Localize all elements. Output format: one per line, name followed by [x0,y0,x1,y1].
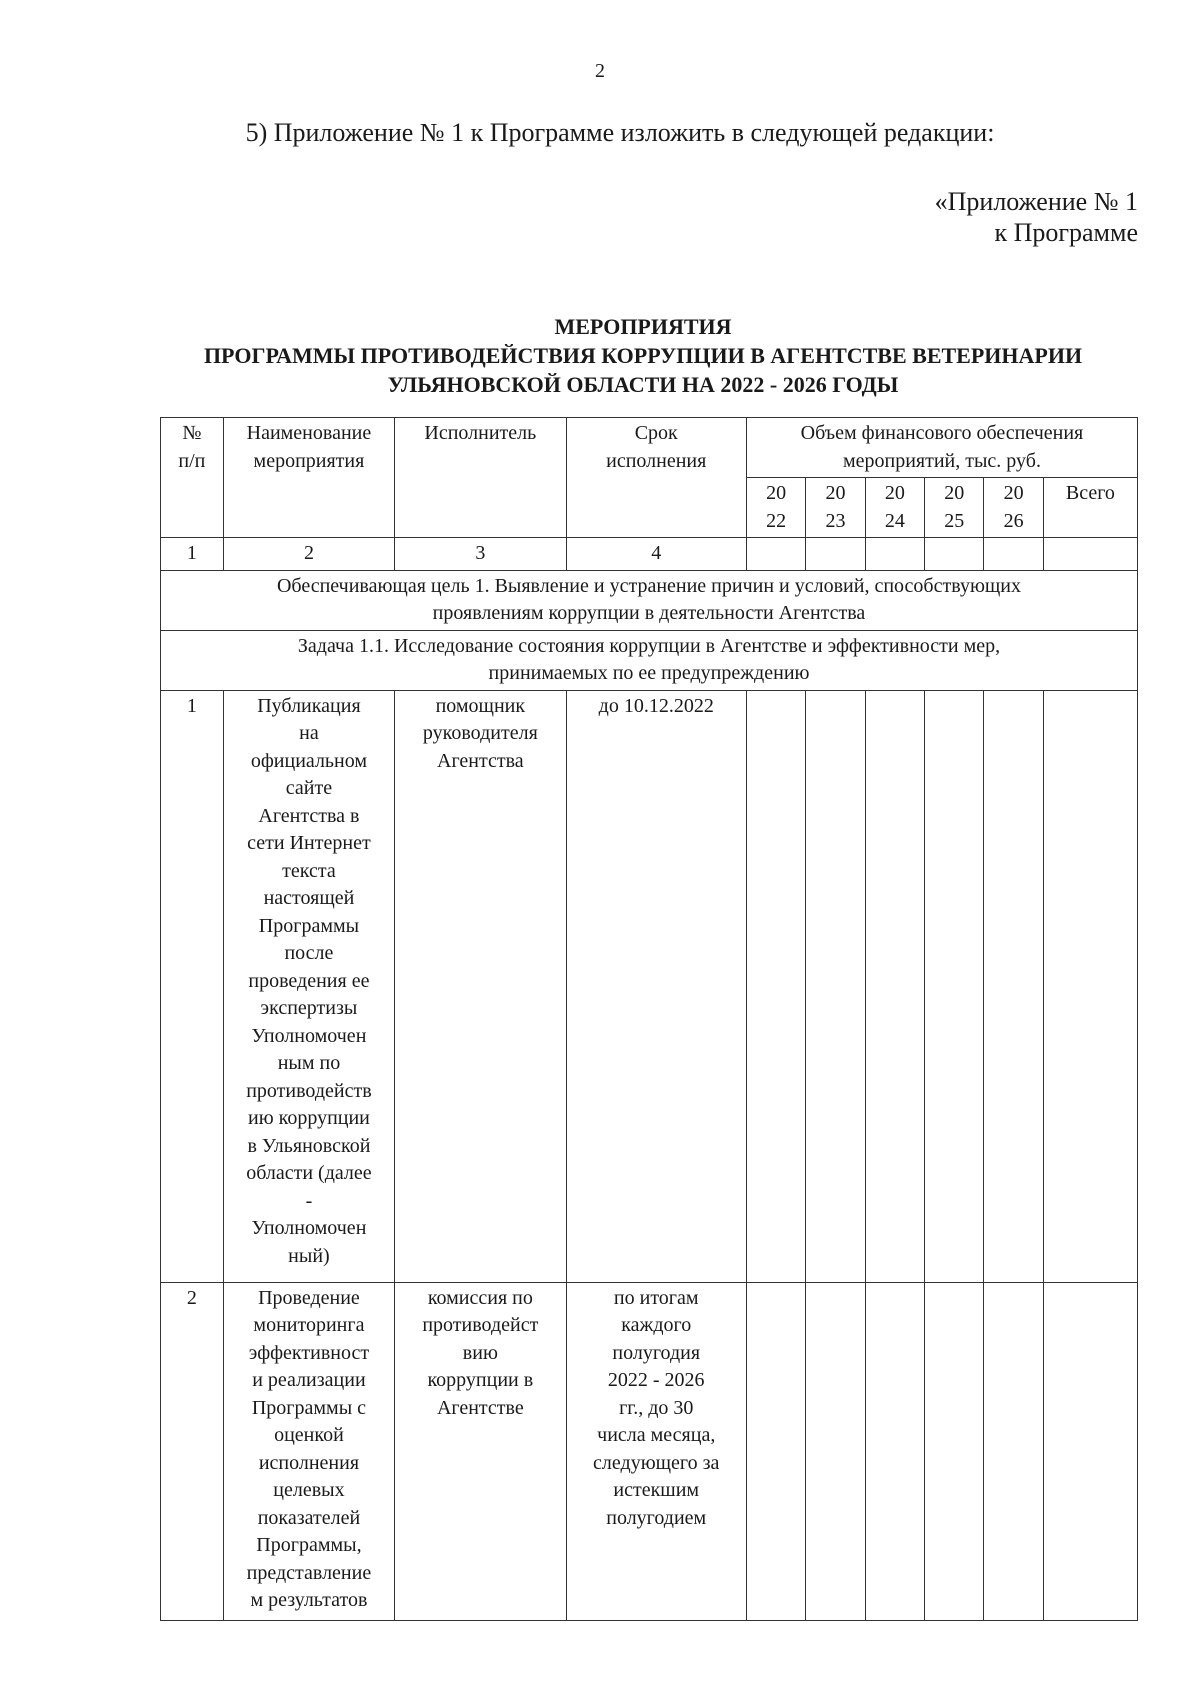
line: - [305,1189,313,1212]
goal-row [161,570,1138,630]
header-text: Исполнитель [424,422,537,444]
empty-cell [984,1282,1043,1620]
line: полугодием [606,1506,707,1529]
line: противодейст [422,1314,539,1336]
measures-table [160,417,1138,1621]
empty-cell [925,538,984,571]
line: настоящей [263,887,355,909]
header-year [925,478,984,538]
line: Агентства [437,749,524,772]
header-text: Объем финансового обеспечения [800,422,1084,444]
empty-cell [925,690,984,1282]
empty-cell [746,1282,805,1620]
line: мониторинга [253,1314,365,1336]
line: истекшим [613,1479,700,1501]
year-part: 22 [766,509,787,532]
task-text: принимаемых по ее предупреждению [488,662,810,684]
header-total: Всего [1043,478,1137,538]
goal-text: Обеспечивающая цель 1. Выявление и устранение причин и условий, способствующих [276,574,1022,597]
line: Проведение [258,1286,360,1309]
header-text: Наименование [246,422,372,444]
line: полугодия [612,1341,701,1364]
line: Уполномочен [251,1217,367,1239]
line: по итогам [613,1286,699,1309]
line: противодейств [246,1079,372,1102]
header-deadline [566,418,746,538]
empty-cell [806,690,865,1282]
column-number: 3 [395,538,566,571]
line: Агентства в [258,804,360,827]
year-part: 20 [884,482,905,504]
empty-cell [746,538,805,571]
heading-line: МЕРОПРИЯТИЯ [554,314,732,339]
header-text: п/п [178,449,206,472]
empty-cell [865,538,924,571]
line: в Ульяновской [247,1134,371,1157]
line: проведения ее [248,969,370,992]
line: официальном [250,749,368,772]
column-number: 1 [161,538,224,571]
line: эффективност [248,1341,370,1364]
task-row [161,630,1138,690]
line: ный) [288,1244,330,1267]
line: числа месяца, [597,1424,716,1446]
empty-cell [806,538,865,571]
row-deadline [566,1282,746,1620]
line: текста [282,859,336,882]
line: Программы с [251,1396,367,1419]
empty-cell [1043,690,1137,1282]
year-part: 24 [884,509,905,532]
appendix-line: к Программе [994,218,1138,247]
heading-line: УЛЬЯНОВСКОЙ ОБЛАСТИ НА 2022 - 2026 ГОДЫ [387,372,899,397]
year-part: 20 [1003,482,1024,504]
empty-cell [1043,538,1137,571]
year-part: 26 [1003,509,1024,532]
appendix-line: «Приложение № 1 [934,187,1138,216]
empty-cell [865,690,924,1282]
task-text: Задача 1.1. Исследование состояния коррупции в Агентстве и эффективности мер, [297,634,1001,657]
header-funding [746,418,1137,478]
header-year [806,478,865,538]
header-year [746,478,805,538]
header-text: Срок [634,422,678,444]
empty-cell [746,690,805,1282]
header-num [161,418,224,538]
row-name [223,690,394,1282]
document-heading [150,312,1136,399]
line: руководителя [422,722,538,744]
empty-cell [984,538,1043,571]
line: показателей [257,1506,361,1529]
line: до 10.12.2022 [598,694,714,717]
empty-cell [984,690,1043,1282]
column-number: 2 [223,538,394,571]
line: целевых [273,1479,345,1501]
line: 2022 - 2026 [607,1369,705,1391]
line: после [284,942,334,964]
line: на [299,722,319,744]
year-part: 25 [944,509,965,532]
line: представление [246,1561,372,1584]
line: ию коррупции [247,1107,370,1129]
line: экспертизы [260,997,358,1019]
row-num: 1 [161,690,224,1282]
line: вию [462,1341,498,1364]
empty-cell [1043,1282,1137,1620]
year-part: 20 [766,482,787,504]
line: каждого [621,1314,692,1336]
empty-cell [806,1282,865,1620]
header-text: № [182,422,202,444]
empty-cell [865,1282,924,1620]
line: гг., до 30 [619,1396,694,1419]
line: ным по [277,1052,341,1074]
header-name [223,418,394,538]
line: Публикация [257,694,361,717]
line: помощник [435,694,526,717]
line: сети Интернет [247,832,371,854]
line: следующего за [593,1451,720,1474]
line: Программы, [256,1534,362,1556]
line: комиссия по [427,1286,533,1309]
header-executor [395,418,566,538]
line: исполнения [258,1451,360,1474]
header-text: исполнения [606,449,707,472]
year-part: 23 [825,509,846,532]
line: и реализации [252,1369,366,1391]
header-text: мероприятий, тыс. руб. [842,449,1041,472]
line: коррупции в [427,1369,534,1391]
line: оценкой [274,1424,344,1446]
line: области (далее [246,1162,372,1184]
row-num: 2 [161,1282,224,1620]
page-number: 2 [595,60,605,82]
row-executor [395,1282,566,1620]
year-part: 20 [944,482,965,504]
intro-paragraph: 5) Приложение № 1 к Программе изложить в следующей редакции: [245,118,995,147]
header-year [984,478,1043,538]
row-deadline [566,690,746,1282]
line: Программы [258,914,360,937]
row-name [223,1282,394,1620]
line: м результатов [250,1589,368,1611]
appendix-reference [935,186,1138,248]
column-number: 4 [566,538,746,571]
line: Уполномочен [251,1024,367,1047]
row-executor [395,690,566,1282]
year-part: 20 [825,482,846,504]
empty-cell [925,1282,984,1620]
line: сайте [285,777,333,799]
header-text: мероприятия [253,449,365,472]
line: Агентстве [436,1396,524,1419]
header-year [865,478,924,538]
goal-text: проявлениям коррупции в деятельности Агентства [432,602,866,624]
heading-line: ПРОГРАММЫ ПРОТИВОДЕЙСТВИЯ КОРРУПЦИИ В АГЕНТСТВЕ ВЕТЕРИНАРИИ [203,343,1083,368]
